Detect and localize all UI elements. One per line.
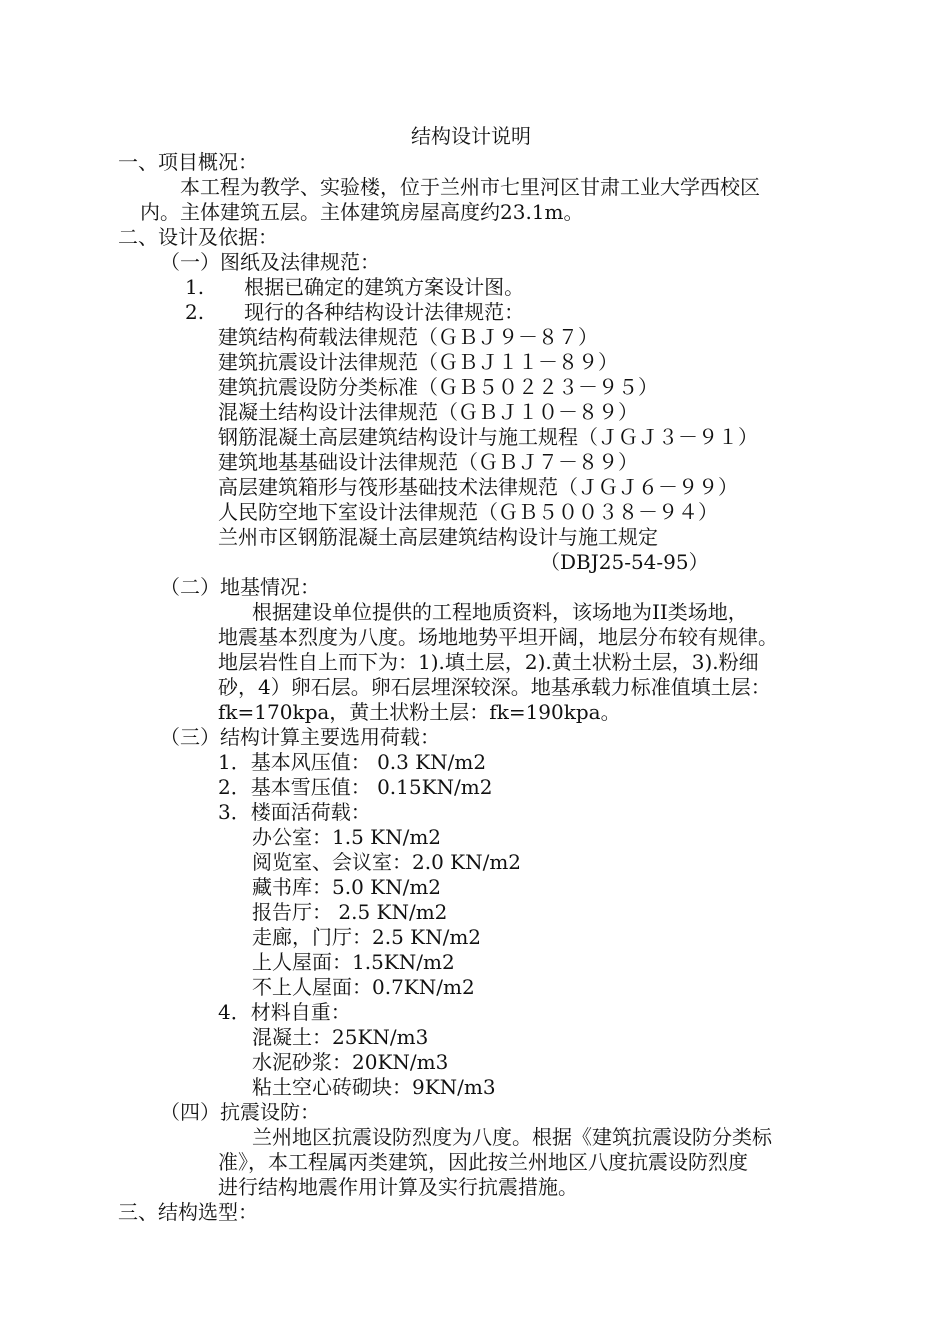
body-line: 地层岩性自上而下为：1).填土层，2).黄土状粉土层，3).粉细 bbox=[218, 650, 759, 674]
body-line: 建筑抗震设计法律规范（ＧＢＪ１１－８９） bbox=[218, 350, 618, 374]
body-line: 地震基本烈度为八度。场地地势平坦开阔，地层分布较有规律。 bbox=[218, 625, 778, 649]
body-line: 高层建筑箱形与筏形基础技术法律规范（ＪＧＪ６－９９） bbox=[218, 475, 738, 499]
body-line: 藏书库：5.0 KN/m2 bbox=[252, 875, 442, 899]
body-line: 4．材料自重： bbox=[218, 1000, 351, 1024]
body-line: 三、结构选型： bbox=[118, 1200, 258, 1224]
body-line: 根据建设单位提供的工程地质资料，该场地为II类场地， bbox=[252, 600, 748, 624]
body-line: 进行结构地震作用计算及实行抗震措施。 bbox=[218, 1175, 578, 1199]
body-line: 建筑地基基础设计法律规范（ＧＢＪ７－８９） bbox=[218, 450, 638, 474]
body-line: 二、设计及依据： bbox=[118, 225, 278, 249]
body-line: 砂，4）卵石层。卵石层埋深较深。地基承载力标准值填土层： bbox=[218, 675, 771, 699]
document-title: 结构设计说明 bbox=[411, 124, 531, 148]
body-line: 建筑结构荷载法律规范（ＧＢＪ９－８７） bbox=[218, 325, 598, 349]
body-line: 不上人屋面：0.7KN/m2 bbox=[252, 975, 475, 999]
body-line: 人民防空地下室设计法律规范（ＧＢ５００３８－９４） bbox=[218, 500, 718, 524]
body-line: 1. 根据已确定的建筑方案设计图。 bbox=[185, 275, 525, 299]
body-line: 粘土空心砖砌块：9KN/m3 bbox=[252, 1075, 496, 1099]
body-line: 一、项目概况： bbox=[118, 150, 258, 174]
body-line: 混凝土：25KN/m3 bbox=[252, 1025, 429, 1049]
body-line: 准》，本工程属丙类建筑，因此按兰州地区八度抗震设防烈度 bbox=[218, 1150, 748, 1174]
body-line: （二）地基情况： bbox=[160, 575, 320, 599]
body-line: 钢筋混凝土高层建筑结构设计与施工规程（ＪＧＪ３－９１） bbox=[218, 425, 758, 449]
body-line: 1．基本风压值： 0.3 KN/m2 bbox=[218, 750, 487, 774]
body-line: 2. 现行的各种结构设计法律规范： bbox=[185, 300, 525, 324]
body-line: （一）图纸及法律规范： bbox=[160, 250, 380, 274]
body-line: 报告厅： 2.5 KN/m2 bbox=[252, 900, 448, 924]
body-line: 2．基本雪压值： 0.15KN/m2 bbox=[218, 775, 493, 799]
body-line: 阅览室、会议室：2.0 KN/m2 bbox=[252, 850, 522, 874]
body-line: fk=170kpa，黄土状粉土层：fk=190kpa。 bbox=[218, 700, 621, 724]
body-line: 办公室：1.5 KN/m2 bbox=[252, 825, 442, 849]
body-line: 混凝土结构设计法律规范（ＧＢＪ１０－８９） bbox=[218, 400, 638, 424]
body-line: 走廊，门厅：2.5 KN/m2 bbox=[252, 925, 482, 949]
body-line: （DBJ25-54-95） bbox=[540, 550, 709, 574]
body-line: 内。主体建筑五层。主体建筑房屋高度约23.1m。 bbox=[140, 200, 584, 224]
body-line: 3．楼面活荷载： bbox=[218, 800, 371, 824]
body-line: 兰州市区钢筋混凝土高层建筑结构设计与施工规定 bbox=[218, 525, 658, 549]
body-line: 上人屋面：1.5KN/m2 bbox=[252, 950, 455, 974]
body-line: 本工程为教学、实验楼，位于兰州市七里河区甘肃工业大学西校区 bbox=[180, 175, 760, 199]
body-line: （三）结构计算主要选用荷载： bbox=[160, 725, 440, 749]
body-line: （四）抗震设防： bbox=[160, 1100, 320, 1124]
body-line: 建筑抗震设防分类标准（ＧＢ５０２２３－９５） bbox=[218, 375, 658, 399]
body-line: 兰州地区抗震设防烈度为八度。根据《建筑抗震设防分类标 bbox=[252, 1125, 772, 1149]
body-line: 水泥砂浆：20KN/m3 bbox=[252, 1050, 449, 1074]
